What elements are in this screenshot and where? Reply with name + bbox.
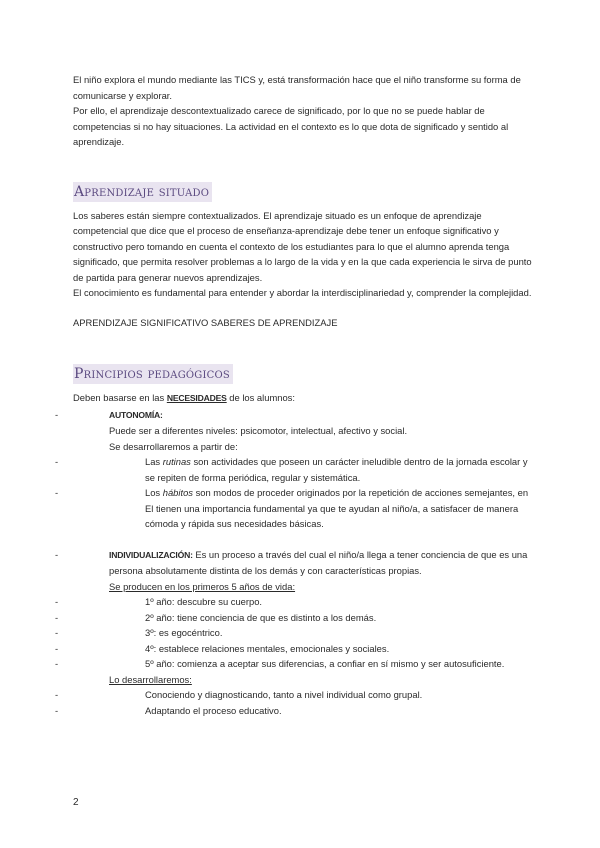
dash-bullet: - <box>55 658 59 669</box>
years-list <box>55 594 533 672</box>
intro-paragraph-2: Por ello, el aprendizaje descontextualizado carece de significado, por lo que no se puede hablar de competencias si no hay situaciones. La actividad en el contexto es lo que dota de significado y sentido al aprendizaje. <box>73 105 509 147</box>
dash-bullet: - <box>55 689 59 700</box>
list-item: - 5º año: comienza a aceptar sus diferencias, a confiar en sí mismo y ser autosuficiente. <box>73 656 533 672</box>
principles-list <box>55 407 533 424</box>
list-item-rutinas: - Las rutinas son actividades que poseen un carácter ineludible dentro de la jornada escolar y se repiten de forma periódica, regular y sistemática. <box>55 456 528 483</box>
needs-lead: Deben basarse en las NECESIDADES de los alumnos: <box>73 392 295 403</box>
dash-bullet: - <box>55 627 59 638</box>
intro-paragraph-1: El niño explora el mundo mediante las TICS y, está transformación hace que el niño transforme su forma de comunicarse y explorar. <box>73 74 521 101</box>
autonomia-line-2: Se desarrollaremos a partir de: <box>109 440 238 452</box>
autonomia-body <box>73 423 533 454</box>
dash-bullet: - <box>55 456 59 467</box>
dash-bullet: - <box>55 548 59 560</box>
caps-subheading: APRENDIZAJE SIGNIFICATIVO SABERES DE APRENDIZAJE <box>73 316 338 328</box>
section1-paragraph-1: Los saberes están siempre contextualizados. El aprendizaje situado es un enfoque de aprendizaje competencial que dice que el proceso de enseñanza-aprendizaje debe tener un enfoque significativo y constructivo pero tomando en cuenta el contexto de los estudiantes para lo que el alumno aprenda tenga significado, que permita resolver problemas a lo largo de la vida y en la que cada experiencia le sirva de punto de partida para generar nuevos aprendizajes. <box>73 209 532 283</box>
rutinas-term: rutinas <box>162 456 191 467</box>
individualizacion-body <box>73 579 533 595</box>
list-item: - 2º año: tiene conciencia de que es distinto a los demás. <box>73 610 533 626</box>
list-item-individualizacion: - INDIVIDUALIZACIÓN: Es un proceso a través del cual el niño/a llega a tener conciencia de que es una persona absolutamente distinta de los demás y con características propias. <box>55 548 528 576</box>
dash-bullet: - <box>55 596 59 607</box>
list-item: - Conociendo y diagnosticando, tanto a nivel individual como grupal. <box>73 687 533 703</box>
section-heading-text: Principios pedagógicos <box>73 364 233 384</box>
list-item: - 3º: es egocéntrico. <box>73 625 533 641</box>
section-heading-text: Aprendizaje situado <box>73 182 212 202</box>
list-item: - 1º año: descubre su cuerpo. <box>73 594 533 610</box>
dash-bullet: - <box>55 642 59 654</box>
section-heading-aprendizaje-situado <box>73 182 533 202</box>
needs-keyword: NECESIDADES <box>166 393 227 403</box>
section-heading-principios-pedagogicos <box>73 364 533 384</box>
develop-body <box>73 672 533 688</box>
develop-list <box>55 687 533 718</box>
list-item-autonomia <box>55 407 533 424</box>
habitos-term: hábitos <box>162 487 193 498</box>
principles-list-2 <box>55 547 533 579</box>
years-heading: Se producen en los primeros 5 años de vida: <box>109 580 296 592</box>
autonomia-line-1: Puede ser a diferentes niveles: psicomotor, intelectual, afectivo y social. <box>109 425 408 436</box>
page-number: 2 <box>73 797 79 808</box>
list-item: - 4º: establece relaciones mentales, emocionales y sociales. <box>73 641 533 657</box>
list-item-habitos: - Los hábitos son modos de proceder originados por la repetición de acciones semejantes, en El tienen una importancia fundamental ya que te ayudan al niño/a, a satisfacer de manera cómoda y rápida sus necesidades básicas. <box>55 487 529 529</box>
autonomia-sublist <box>55 454 533 532</box>
list-item: - Adaptando el proceso educativo. <box>73 703 533 719</box>
dash-bullet: - <box>55 704 59 716</box>
dash-bullet: - <box>55 408 59 420</box>
individualizacion-label: INDIVIDUALIZACIÓN: <box>109 549 193 560</box>
section1-paragraph-2: El conocimiento es fundamental para entender y abordar la interdisciplinariedad y, comprender la complejidad. <box>73 287 532 298</box>
dash-bullet: - <box>55 487 59 498</box>
autonomia-label: AUTONOMÍA: <box>109 409 163 420</box>
document-page <box>55 72 533 718</box>
dash-bullet: - <box>55 611 59 623</box>
develop-heading: Lo desarrollaremos: <box>109 673 192 685</box>
